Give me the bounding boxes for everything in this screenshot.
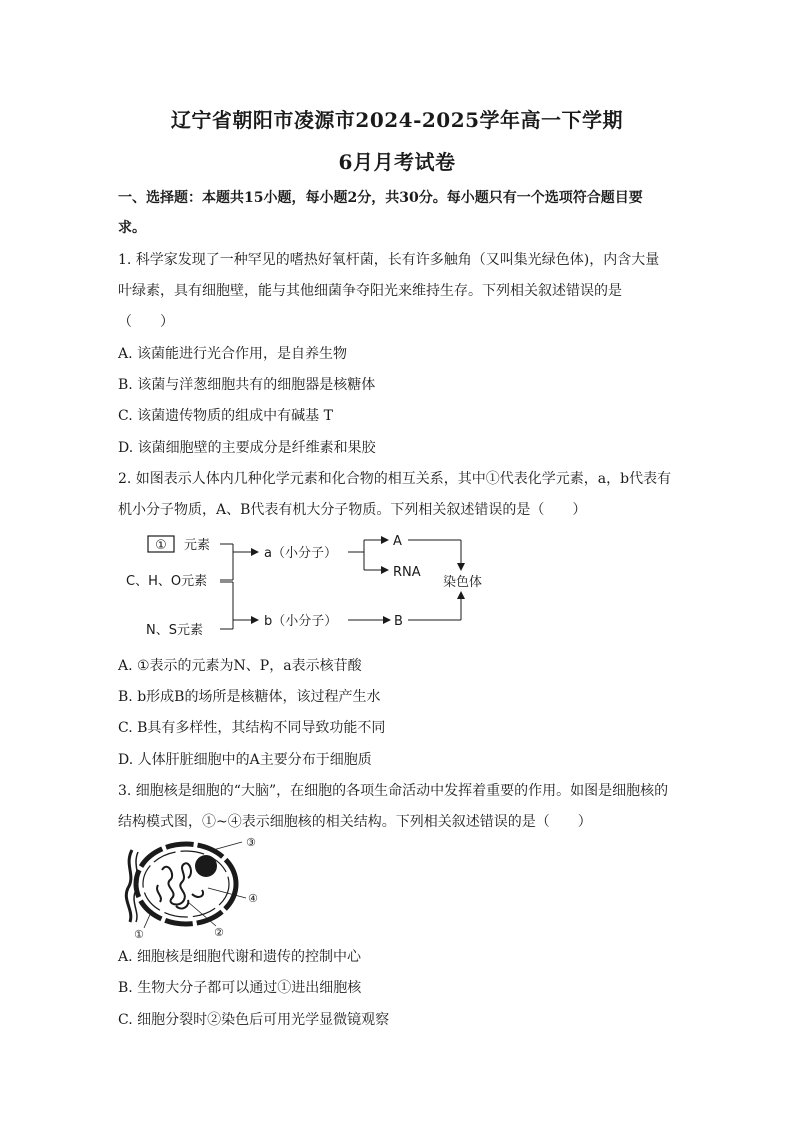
q1-option-a: A. 该菌能进行光合作用，是自养生物	[118, 346, 348, 362]
cho-elements-label: C、H、O元素	[126, 574, 208, 589]
q1-stem-cont: 叶绿素，具有细胞壁，能与其他细菌争夺阳光来维持生存。下列相关叙述错误的是	[118, 283, 622, 299]
exam-title-line1: 辽宁省朝阳市凌源市2024-2025学年高一下学期	[170, 108, 624, 132]
macromolecule-b: B	[394, 614, 403, 629]
q1-option-d: D. 该菌细胞壁的主要成分是纤维素和果胶	[118, 440, 376, 456]
q2-stem-cont: 机小分子物质，A、B代表有机大分子物质。下列相关叙述错误的是（ ）	[118, 502, 587, 518]
box-label: ①	[155, 538, 167, 553]
q1-option-c: C. 该菌遗传物质的组成中有碱基 T	[118, 408, 333, 424]
q2-option-a: A. ①表示的元素为N、P，a表示核苷酸	[118, 658, 362, 674]
rna-label: RNA	[393, 565, 421, 580]
q3-option-c: C. 细胞分裂时②染色后可用光学显微镜观察	[118, 1012, 390, 1028]
element-compound-diagram	[118, 530, 483, 640]
chromosome-label: 染色体	[443, 575, 483, 590]
q2-stem: 2. 如图表示人体内几种化学元素和化合物的相互关系，其中①代表化学元素，a，b代表有	[118, 471, 672, 487]
small-molecule-a: a（小分子）	[264, 546, 337, 561]
nucleus-structure-diagram	[118, 830, 268, 940]
label-4: ④	[248, 892, 258, 905]
exam-title-line2: 6月月考试卷	[338, 150, 456, 174]
q1-option-b: B. 该菌与洋葱细胞共有的细胞器是核糖体	[118, 377, 376, 393]
label-1: ①	[134, 928, 144, 941]
section-heading: 一、选择题：本题共15小题，每小题2分，共30分。每小题只有一个选项符合题目要	[118, 190, 643, 206]
label-2: ②	[214, 926, 224, 939]
q3-stem-cont: 结构模式图，①~④表示细胞核的相关结构。下列相关叙述错误的是（ ）	[118, 814, 592, 830]
q2-option-b: B. b形成B的场所是核糖体，该过程产生水	[118, 689, 381, 705]
element-label: 元素	[184, 538, 211, 553]
small-molecule-b: b（小分子）	[264, 614, 338, 629]
q2-option-c: C. B具有多样性，其结构不同导致功能不同	[118, 720, 386, 736]
q3-stem: 3. 细胞核是细胞的“大脑”，在细胞的各项生命活动中发挥着重要的作用。如图是细胞核的	[118, 783, 669, 799]
macromolecule-a: A	[393, 534, 402, 549]
label-3: ③	[246, 836, 256, 849]
q1-stem: 1. 科学家发现了一种罕见的嗜热好氧杆菌，长有许多触角（又叫集光绿色体)，内含大量	[118, 252, 660, 268]
ns-elements-label: N、S元素	[146, 623, 203, 638]
section-heading-cont: 求。	[118, 220, 146, 236]
q3-option-a: A. 细胞核是细胞代谢和遗传的控制中心	[118, 949, 362, 965]
q3-option-b: B. 生物大分子都可以通过①进出细胞核	[118, 980, 362, 996]
q1-answer-paren: （ ）	[118, 314, 174, 330]
q2-option-d: D. 人体肝脏细胞中的A主要分布于细胞质	[118, 752, 372, 768]
